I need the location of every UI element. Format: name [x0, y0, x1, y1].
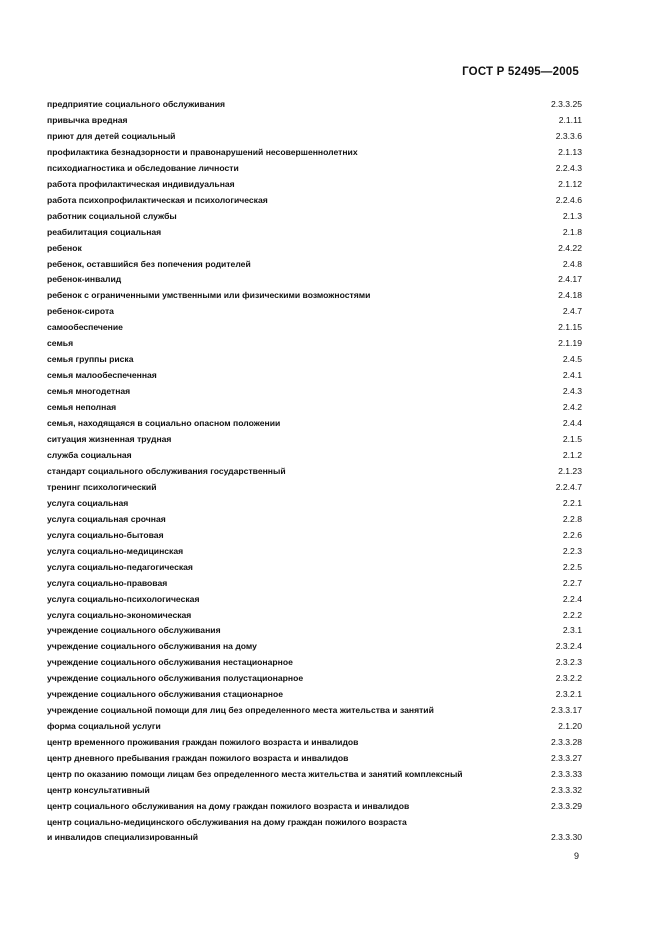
index-entry	[47, 272, 582, 288]
index-reference: 2.3.3.32	[550, 784, 582, 795]
index-term: профилактика безнадзорности и правонарушений несовершеннолетних	[47, 146, 358, 157]
index-term: услуга социальная срочная	[47, 513, 166, 524]
index-reference: 2.2.4.7	[555, 481, 582, 492]
index-entry	[47, 225, 582, 241]
index-reference: 2.4.22	[558, 242, 582, 253]
index-reference: 2.2.7	[562, 577, 582, 588]
index-entry	[47, 304, 582, 320]
index-reference: 2.1.2	[562, 449, 582, 460]
index-term: услуга социально-медицинская	[47, 545, 184, 556]
index-term: семья многодетная	[47, 386, 131, 397]
index-term: учреждение социального обслуживания на дому	[47, 641, 257, 652]
index-term: ребенок-сирота	[47, 306, 114, 317]
index-entry	[47, 783, 582, 799]
index-term: привычка вредная	[47, 114, 128, 125]
index-reference: 2.4.17	[558, 274, 582, 285]
index-term: услуга социально-бытовая	[47, 529, 164, 540]
index-term: центр консультативный	[47, 784, 150, 795]
index-term: ребенок	[47, 242, 82, 253]
index-entry	[47, 767, 582, 783]
index-entry	[47, 129, 582, 145]
index-term: семья неполная	[47, 402, 117, 413]
index-reference: 2.3.3.17	[550, 705, 582, 716]
index-term: ребенок с ограниченными умственными или физическими возможностями	[47, 290, 371, 301]
index-reference: 2.1.8	[562, 226, 582, 237]
index-reference: 2.2.2	[562, 609, 582, 620]
index-entry	[47, 193, 582, 209]
index-term: учреждение социальной помощи для лиц без определенного места жительства и занятий	[47, 705, 434, 716]
index-reference: 2.1.20	[558, 721, 582, 732]
index-entry	[47, 113, 582, 129]
index-term: услуга социально-педагогическая	[47, 561, 193, 572]
index-reference: 2.2.3	[562, 545, 582, 556]
index-term: самообеспечение	[47, 322, 123, 333]
page-number: 9	[573, 851, 579, 861]
index-reference: 2.1.5	[562, 434, 582, 445]
index-entry	[47, 496, 582, 512]
index-reference: 2.3.3.27	[550, 753, 582, 764]
index-entry	[47, 608, 582, 624]
index-entry	[47, 592, 582, 608]
index-reference: 2.4.4	[562, 418, 582, 429]
index-entry	[47, 703, 582, 719]
index-reference: 2.2.5	[562, 561, 582, 572]
index-entry	[47, 288, 582, 304]
index-reference: 2.4.8	[562, 258, 582, 269]
index-entry	[47, 799, 582, 815]
index-term: приют для детей социальный	[47, 130, 176, 141]
index-reference: 2.3.3.28	[550, 737, 582, 748]
index-term: центр социального обслуживания на дому граждан пожилого возраста и инвалидов	[47, 800, 410, 811]
index-term: ребенок-инвалид	[47, 274, 122, 285]
index-reference: 2.1.12	[558, 178, 582, 189]
index-reference: 2.3.2.4	[555, 641, 582, 652]
index-entry	[47, 687, 582, 703]
index-entry	[47, 639, 582, 655]
index-reference: 2.4.1	[562, 370, 582, 381]
index-entry	[47, 400, 582, 416]
index-reference: 2.3.1	[562, 625, 582, 636]
index-reference: 2.3.2.3	[555, 657, 582, 668]
index-entry	[47, 512, 582, 528]
index-term-line-2: и инвалидов специализированный	[47, 831, 199, 842]
index-reference: 2.4.2	[562, 402, 582, 413]
index-term: услуга социально-психологическая	[47, 593, 200, 604]
index-entry	[47, 97, 582, 113]
index-entry	[47, 241, 582, 257]
index-entry	[47, 209, 582, 225]
index-term: ситуация жизненная трудная	[47, 434, 172, 445]
index-reference: 2.1.3	[562, 210, 582, 221]
index-entry	[47, 623, 582, 639]
index-reference: 2.2.4.3	[555, 162, 582, 173]
index-term: стандарт социального обслуживания государственный	[47, 465, 286, 476]
index-term-line-1: центр социально-медицинского обслуживания на дому граждан пожилого возраста	[47, 816, 407, 827]
index-term: работа профилактическая индивидуальная	[47, 178, 235, 189]
index-entry	[47, 655, 582, 671]
index-entry	[47, 480, 582, 496]
index-entry	[47, 352, 582, 368]
index-term: семья малообеспеченная	[47, 370, 157, 381]
index-entry	[47, 671, 582, 687]
index-reference: 2.3.3.6	[555, 130, 582, 141]
index-reference: 2.4.5	[562, 354, 582, 365]
index-term: центр временного проживания граждан пожилого возраста и инвалидов	[47, 737, 359, 748]
index-reference: 2.4.3	[562, 386, 582, 397]
index-entry	[47, 320, 582, 336]
index-term: учреждение социального обслуживания стационарное	[47, 689, 283, 700]
index-reference: 2.3.3.33	[550, 769, 582, 780]
index-entry	[47, 432, 582, 448]
page-header: ГОСТ Р 52495—2005	[462, 66, 579, 78]
index-reference: 2.3.2.1	[555, 689, 582, 700]
index-term: реабилитация социальная	[47, 226, 162, 237]
index-term: тренинг психологический	[47, 481, 157, 492]
index-term: учреждение социального обслуживания	[47, 625, 221, 636]
index-term	[47, 815, 551, 845]
index-reference: 2.3.3.30	[550, 831, 582, 842]
index-entry	[47, 576, 582, 592]
index-term: служба социальная	[47, 449, 132, 460]
index-term: учреждение социального обслуживания полустационарное	[47, 673, 304, 684]
index-term: учреждение социального обслуживания нестационарное	[47, 657, 293, 668]
index-term: предприятие социального обслуживания	[47, 99, 225, 109]
index-reference: 2.4.7	[562, 306, 582, 317]
index-term: семья группы риска	[47, 354, 134, 365]
index-entry	[47, 544, 582, 560]
index-reference: 2.3.3.29	[550, 800, 582, 811]
index-entry	[47, 368, 582, 384]
index-entry	[47, 735, 582, 751]
index-entry	[47, 528, 582, 544]
index-term: услуга социально-экономическая	[47, 609, 192, 620]
index-term: работник социальной службы	[47, 210, 177, 221]
index-reference: 2.2.8	[562, 513, 582, 524]
index-reference: 2.1.15	[558, 322, 582, 333]
index-reference: 2.2.4	[562, 593, 582, 604]
index-entry	[47, 751, 582, 767]
index-term: работа психопрофилактическая и психологическая	[47, 194, 268, 205]
index-entry	[47, 257, 582, 273]
index-entry	[47, 336, 582, 352]
index-term: услуга социальная	[47, 497, 129, 508]
index-reference: 2.4.18	[558, 290, 582, 301]
index-term: услуга социально-правовая	[47, 577, 168, 588]
index-reference: 2.2.4.6	[555, 194, 582, 205]
index-entry	[47, 416, 582, 432]
index-entry	[47, 560, 582, 576]
index-term: форма социальной услуги	[47, 721, 161, 732]
index-entry	[47, 145, 582, 161]
index-entry	[47, 177, 582, 193]
index-reference: 2.3.2.2	[555, 673, 582, 684]
index-term: центр дневного пребывания граждан пожилого возраста и инвалидов	[47, 753, 349, 764]
index-entry	[47, 161, 582, 177]
index-reference: 2.2.1	[562, 497, 582, 508]
index-term: семья	[47, 338, 74, 349]
index-entry	[47, 448, 582, 464]
index-reference: 2.3.3.25	[550, 99, 582, 109]
index-term: семья, находящаяся в социально опасном положении	[47, 418, 281, 429]
index-reference: 2.1.19	[558, 338, 582, 349]
term-index-list	[47, 97, 582, 845]
index-reference: 2.2.6	[562, 529, 582, 540]
index-reference: 2.1.13	[558, 146, 582, 157]
index-entry-multiline	[47, 815, 582, 845]
index-term: центр по оказанию помощи лицам без определенного места жительства и занятий комплексный	[47, 769, 463, 780]
index-entry	[47, 719, 582, 735]
index-term: психодиагностика и обследование личности	[47, 162, 239, 173]
index-entry	[47, 464, 582, 480]
index-entry	[47, 384, 582, 400]
index-term: ребенок, оставшийся без попечения родителей	[47, 258, 251, 269]
index-reference: 2.1.23	[558, 465, 582, 476]
index-reference: 2.1.11	[558, 114, 582, 125]
